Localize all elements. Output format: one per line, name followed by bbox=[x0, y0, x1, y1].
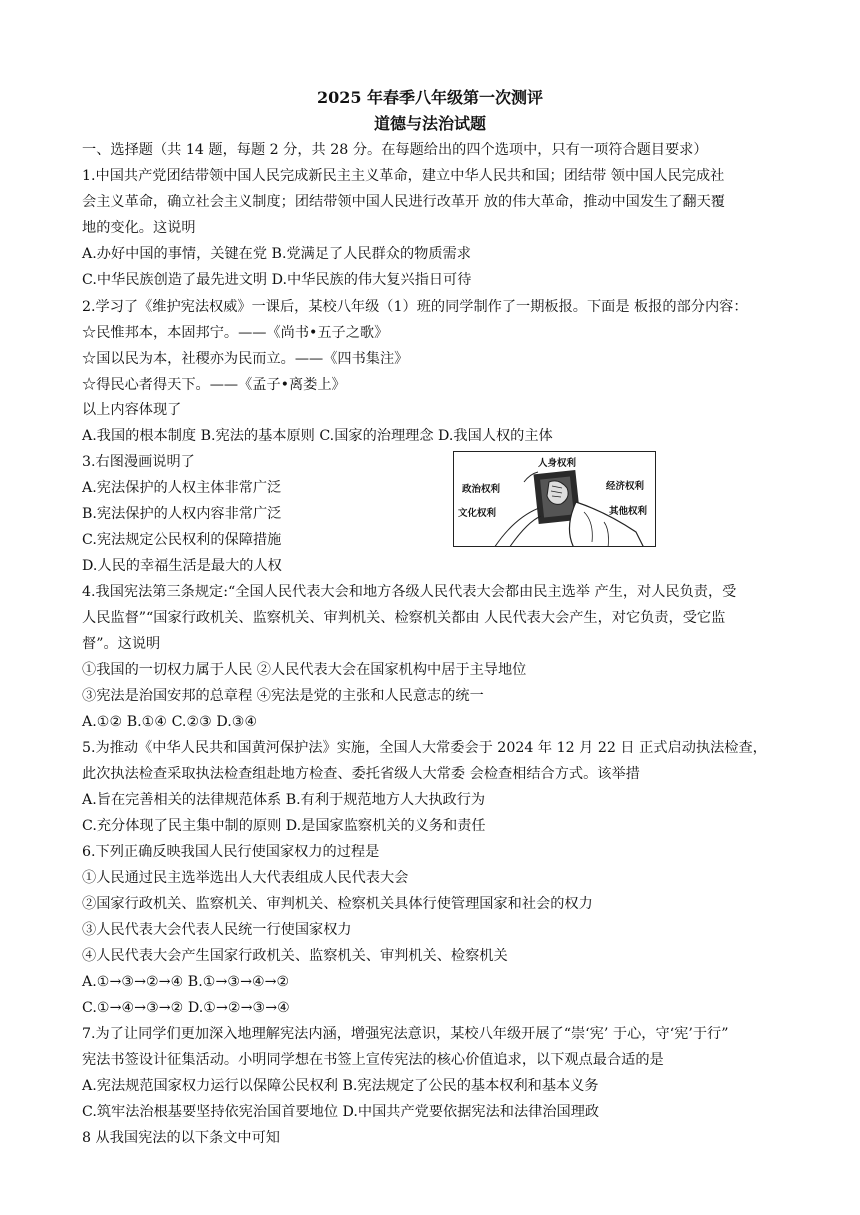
text-line: C.筑牢法治根基要坚持依宪治国首要地位 D.中国共产党要依据宪法和法律治国理政 bbox=[82, 1104, 600, 1120]
exam-subtitle: 道德与法治试题 bbox=[373, 114, 486, 133]
text-line: ④人民代表大会产生国家行政机关、监察机关、审判机关、检察机关 bbox=[82, 948, 508, 964]
rights-cartoon bbox=[453, 451, 656, 547]
label-other-rights: 其他权利 bbox=[609, 506, 648, 517]
text-line: 地的变化。这说明 bbox=[82, 220, 196, 236]
text-line: 督”。这说明 bbox=[82, 636, 161, 652]
text-line: C.①→④→③→② D.①→②→③→④ bbox=[82, 1000, 290, 1016]
text-line: B.宪法保护的人权内容非常广泛 bbox=[82, 506, 282, 522]
text-line: A.宪法规范国家权力运行以保障公民权利 B.宪法规定了公民的基本权利和基本义务 bbox=[82, 1078, 599, 1094]
text-line: 6.下列正确反映我国人民行使国家权力的过程是 bbox=[82, 844, 380, 860]
text-line: ☆得民心者得天下。——《孟子•离娄上》 bbox=[82, 377, 346, 393]
text-line: ②国家行政机关、监察机关、审判机关、检察机关具体行使管理国家和社会的权力 bbox=[82, 896, 593, 912]
text-line: D.人民的幸福生活是最大的人权 bbox=[82, 558, 282, 574]
text-line: C.充分体现了民主集中制的原则 D.是国家监察机关的义务和责任 bbox=[82, 818, 486, 834]
text-line: 宪法书签设计征集活动。小明同学想在书签上宣传宪法的核心价值追求，以下观点最合适的是 bbox=[82, 1052, 664, 1068]
text-line: 以上内容体现了 bbox=[82, 402, 182, 418]
text-line: A.旨在完善相关的法律规范体系 B.有利于规范地方人大执政行为 bbox=[82, 792, 486, 808]
text-line: 此次执法检查采取执法检查组赴地方检查、委托省级人大常委 会检查相结合方式。该举措 bbox=[82, 766, 640, 782]
text-line: 7.为了让同学们更加深入地理解宪法内涵，增强宪法意识，某校八年级开展了“崇‘宪’ 于心，守‘宪’于行” bbox=[82, 1026, 729, 1042]
text-line: 人民监督”“国家行政机关、监察机关、审判机关、检察机关都由 人民代表大会产生，对它负责，受它监 bbox=[82, 610, 726, 626]
text-line: 4.我国宪法第三条规定:“全国人民代表大会和地方各级人民代表大会都由民主选举 产生，对人民负责，受 bbox=[82, 584, 737, 600]
text-line: 8 从我国宪法的以下条文中可知 bbox=[82, 1130, 280, 1146]
label-political-rights: 政治权利 bbox=[462, 484, 501, 495]
text-line: A.①② B.①④ C.②③ D.③④ bbox=[82, 714, 258, 730]
exam-title: 2025 年春季八年级第一次测评 bbox=[316, 88, 544, 107]
label-cultural-rights: 文化权利 bbox=[458, 508, 497, 519]
text-line: C.中华民族创造了最先进文明 D.中华民族的伟大复兴指日可待 bbox=[82, 272, 472, 288]
text-line: ①人民通过民主选举选出人大代表组成人民代表大会 bbox=[82, 870, 409, 886]
text-line: A.我国的根本制度 B.宪法的基本原则 C.国家的治理理念 D.我国人权的主体 bbox=[82, 428, 553, 444]
label-personal-rights: 人身权利 bbox=[538, 458, 577, 469]
text-line: ①我国的一切权力属于人民 ②人民代表大会在国家机构中居于主导地位 bbox=[82, 662, 527, 678]
label-economic-rights: 经济权利 bbox=[606, 481, 645, 492]
text-line: ☆国以民为本，社稷亦为民而立。——《四书集注》 bbox=[82, 351, 409, 367]
text-line: ③人民代表大会代表人民统一行使国家权力 bbox=[82, 922, 352, 938]
text-line: A.宪法保护的人权主体非常广泛 bbox=[82, 480, 282, 496]
text-line: A.①→③→②→④ B.①→③→④→② bbox=[82, 974, 290, 990]
text-line: 1.中国共产党团结带领中国人民完成新民主主义革命，建立中华人民共和国；团结带 领中国人民完成社 bbox=[82, 168, 725, 184]
text-line: 一、选择题（共 14 题，每题 2 分，共 28 分。在每题给出的四个选项中，只有一项符合题目要求） bbox=[82, 142, 708, 158]
text-line: ③宪法是治国安邦的总章程 ④宪法是党的主张和人民意志的统一 bbox=[82, 688, 484, 704]
text-line: 2.学习了《维护宪法权威》一课后，某校八年级（1）班的同学制作了一期板报。下面是 板报的部分内容： bbox=[82, 299, 748, 315]
text-line: 会主义革命，确立社会主义制度；团结带领中国人民进行改革开 放的伟大革命，推动中国发生了翻天覆 bbox=[82, 194, 725, 210]
text-line: C.宪法规定公民权利的保障措施 bbox=[82, 532, 282, 548]
text-line: 5.为推动《中华人民共和国黄河保护法》实施，全国人大常委会于 2024 年 12 月 22 日 正式启动执法检查， bbox=[82, 740, 767, 756]
text-line: 3.右图漫画说明了 bbox=[82, 454, 195, 470]
text-line: A.办好中国的事情，关键在党 B.党满足了人民群众的物质需求 bbox=[82, 246, 471, 262]
text-line: ☆民惟邦本，本固邦宁。——《尚书•五子之歌》 bbox=[82, 325, 389, 341]
